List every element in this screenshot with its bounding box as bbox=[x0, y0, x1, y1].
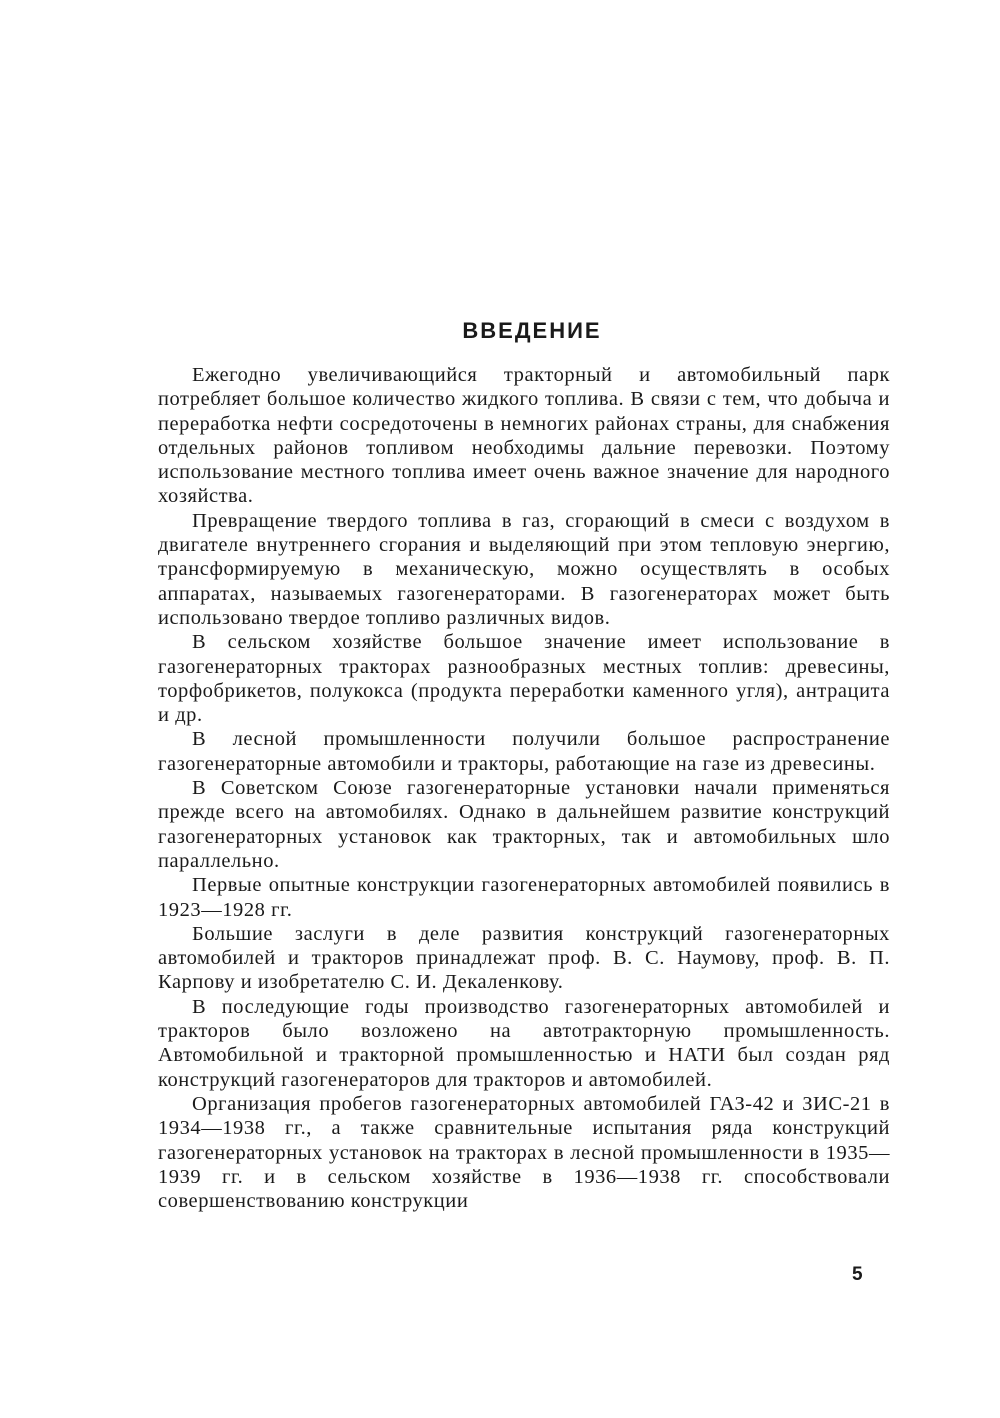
paragraph-1: Ежегодно увеличивающийся тракторный и автомобильный парк потребляет большое количество жидкого топлива. В связи с тем, что добыча и переработка нефти сосредоточены в немногих районах страны, для снабжения отдельных районов топливом необходимы дальние перевозки. Поэтому использование местного топлива имеет очень важное значение для народного хозяйства. bbox=[158, 364, 890, 508]
paragraph-9: Организация пробегов газогенераторных автомобилей ГАЗ-42 и ЗИС-21 в 1934—1938 гг., а также сравнительные испытания ряда конструкций газогенераторных установок на тракторах в лесной промышленности в 1935—1939 гг. и в сельском хозяйстве в 1936—1938 гг. способствовали совершенствованию конструкции bbox=[158, 1092, 890, 1213]
paragraph-8: В последующие годы производство газогенераторных автомобилей и тракторов было возложено на автотракторную промышленность. Автомобильной и тракторной промышленностью и НАТИ был создан ряд конструкций газогенераторов для тракторов и автомобилей. bbox=[158, 995, 890, 1091]
body-text bbox=[158, 363, 890, 1213]
paragraph-2: Превращение твердого топлива в газ, сгорающий в смеси с воздухом в двигателе внутреннего сгорания и выделяющий при этом тепловую энергию, трансформируемую в механическую, можно осуществлять в особых аппаратах, называемых газогенераторами. В газогенераторах может быть использовано твердое топливо различных видов. bbox=[158, 509, 890, 629]
page-title: ВВЕДЕНИЕ bbox=[462, 318, 602, 343]
paragraph-7: Большие заслуги в деле развития конструкций газогенераторных автомобилей и тракторов принадлежат проф. В. С. Наумову, проф. В. П. Карпову и изобретателю С. И. Декаленкову. bbox=[158, 922, 890, 994]
page-number: 5 bbox=[852, 1264, 863, 1285]
paragraph-5: В Советском Союзе газогенераторные установки начали применяться прежде всего на автомобилях. Однако в дальнейшем развитие конструкций газогенераторных установок как тракторных, так и автомобильных шло параллельно. bbox=[158, 777, 890, 872]
paragraph-3: В сельском хозяйстве большое значение имеет использование в газогенераторных тракторах разнообразных местных топлив: древесины, торфобрикетов, полукокса (продукта переработки каменного угля), антрацита и др. bbox=[158, 631, 890, 727]
paragraph-4: В лесной промышленности получили большое распространение газогенераторные автомобили и тракторы, работающие на газе из древесины. bbox=[158, 728, 890, 775]
paragraph-6: Первые опытные конструкции газогенераторных автомобилей появились в 1923—1928 гг. bbox=[158, 874, 890, 921]
